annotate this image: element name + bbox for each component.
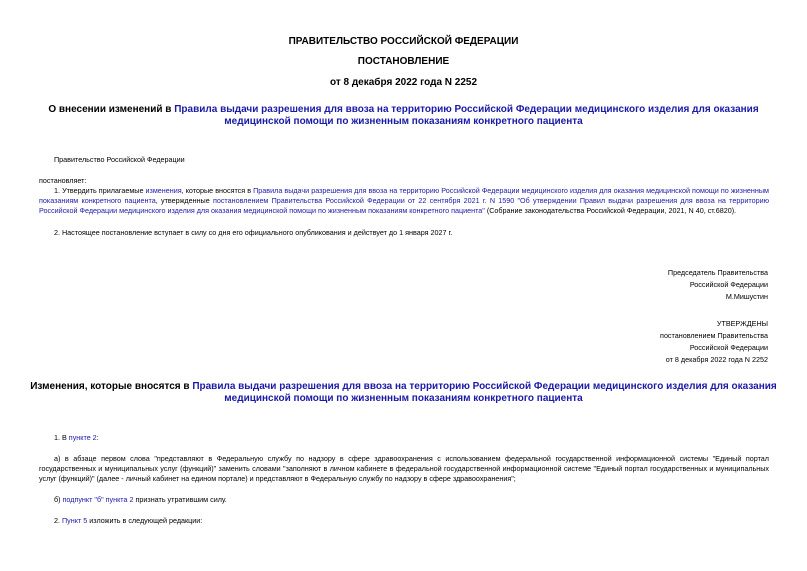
subparagraph-b-link[interactable]: подпункт "б" пункта 2: [62, 495, 134, 504]
p1-text-4: (Собрание законодательства Российской Федерации, 2021, N 40, ст.6820).: [484, 206, 737, 215]
signature-line-1: Председатель Правительства: [667, 268, 768, 277]
title-rules-link[interactable]: Правила выдачи разрешения для ввоза на территорию Российской Федерации медицинского изделия для оказания медицинской помощи по жизненным показаниям конкретного пациента: [174, 104, 759, 127]
change-item-b: [39, 495, 769, 505]
government-header: ПРАВИТЕЛЬСТВО РОССИЙСКОЙ ФЕДЕРАЦИИ: [288, 36, 519, 47]
cb-prefix: б): [54, 495, 63, 504]
cb-suffix: признать утратившим силу.: [133, 495, 227, 504]
p1-text-2: , которые вносятся в: [181, 186, 254, 195]
c2-suffix: изложить в следующей редакции:: [87, 516, 203, 525]
document-type: ПОСТАНОВЛЕНИЕ: [357, 56, 450, 67]
document-title: [30, 104, 777, 128]
paragraph-5-link[interactable]: Пункт 5: [62, 516, 88, 525]
approved-line-2: постановлением Правительства: [660, 331, 768, 340]
signature-block: [468, 267, 768, 303]
paragraph-2: 2. Настоящее постановление вступает в силу со дня его официального опубликования и действует до 1 января 2027 г.: [54, 228, 453, 237]
c1-suffix: :: [96, 433, 99, 442]
signature-line-3: М.Мишустин: [725, 292, 768, 301]
changes-link[interactable]: изменения: [145, 186, 182, 195]
change-item-2: [39, 516, 769, 526]
paragraph-1: [39, 186, 769, 216]
approved-line-1: УТВЕРЖДЕНЫ: [716, 319, 768, 328]
approved-line-3: Российской Федерации: [689, 343, 768, 352]
resolution-1590-link[interactable]: постановлением Правительства Российской Федерации от 22 сентября 2021 г. N 1590 "Об утверждении Правил выдачи разрешения для ввоза на территорию Российской Федерации медицинского изделия для оказания медицинской помощи по жизненным показаниям конкретного пациента": [39, 196, 769, 215]
p1-text-3: , утвержденные: [155, 196, 213, 205]
title-prefix: О внесении изменений в: [48, 104, 175, 115]
decides-text: постановляет:: [39, 176, 87, 185]
p1-text-1: 1. Утвердить прилагаемые: [54, 186, 146, 195]
c2-prefix: 2.: [54, 516, 62, 525]
approved-line-4: от 8 декабря 2022 года N 2252: [665, 355, 768, 364]
approved-block: [468, 318, 768, 366]
paragraph-2-link[interactable]: пункте 2: [68, 433, 97, 442]
change-item-1: [39, 433, 769, 443]
c1-prefix: 1. В: [54, 433, 69, 442]
government-rf-text: Правительство Российской Федерации: [54, 155, 185, 164]
document-date-number: от 8 декабря 2022 года N 2252: [329, 77, 478, 88]
rules-link[interactable]: Правила выдачи разрешения для ввоза на территорию Российской Федерации медицинского изделия для оказания медицинской помощи по жизненным показаниям конкретного пациента: [39, 186, 769, 205]
changes-title-prefix: Изменения, которые вносятся в: [30, 381, 193, 392]
change-item-a: а) в абзаце первом слова "представляют в Федеральную службу по надзору в сфере здравоохранения с использованием федеральной государственной информационной системы "Единый портал государственных и муниципальных услуг (функций)" заменить словами "заполняют в личном кабинете в федеральной государственной информационной системе "Единый портал государственных и муниципальных услуг (функций)" (далее - личный кабинет на едином портале) и представляют в Федеральную службу по надзору в сфере здравоохранения";: [39, 454, 769, 483]
changes-title: [30, 381, 777, 405]
changes-title-rules-link[interactable]: Правила выдачи разрешения для ввоза на территорию Российской Федерации медицинского изделия для оказания медицинской помощи по жизненным показаниям конкретного пациента: [192, 381, 777, 404]
signature-line-2: Российской Федерации: [689, 280, 768, 289]
